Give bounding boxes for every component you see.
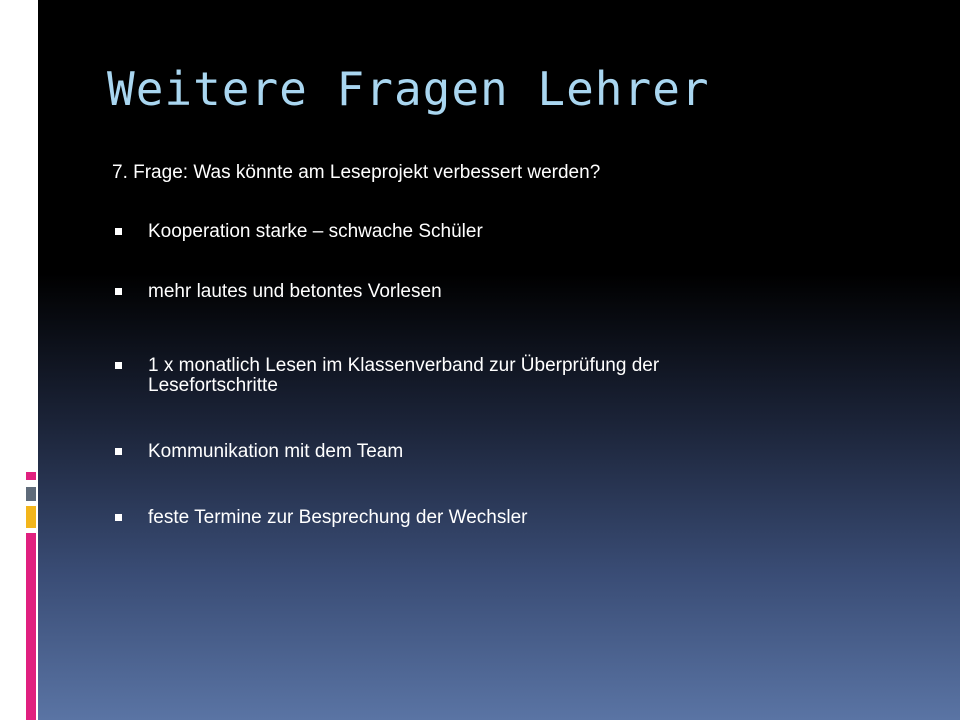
bullet-text: feste Termine zur Besprechung der Wechsler — [148, 507, 528, 528]
bullet-text: Kommunikation mit dem Team — [148, 441, 404, 462]
bullet-text: Kooperation starke – schwache Schüler — [148, 221, 483, 242]
slide-title: Weitere Fragen Lehrer — [107, 62, 710, 116]
square-bullet-icon — [115, 288, 122, 295]
square-bullet-icon — [115, 514, 122, 521]
square-bullet-icon — [115, 448, 122, 455]
accent-gold — [26, 506, 36, 528]
square-bullet-icon — [115, 362, 122, 369]
bullet-text: mehr lautes und betontes Vorlesen — [148, 281, 442, 302]
square-bullet-icon — [115, 228, 122, 235]
accent-pink-top — [26, 472, 36, 480]
accent-gray — [26, 487, 36, 501]
bullet-text: 1 x monatlich Lesen im Klassenverband zur Überprüfung der Lesefortschritte — [148, 355, 660, 396]
accent-pink-bottom — [26, 533, 36, 720]
question-text: 7. Frage: Was könnte am Leseprojekt verbessert werden? — [112, 162, 601, 183]
